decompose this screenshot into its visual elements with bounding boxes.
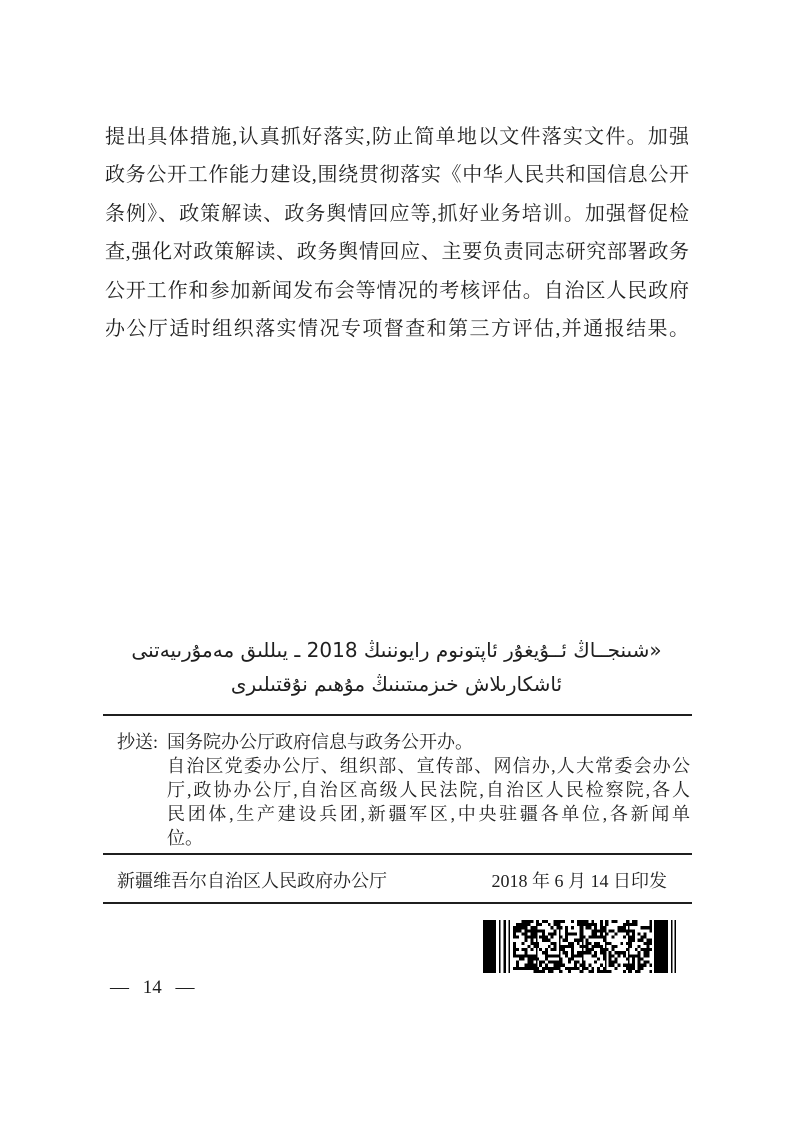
page-number: — 14 — <box>110 977 195 998</box>
body-line: 办公厅适时组织落实情况专项督查和第三方评估,并通报结果。 <box>105 318 689 341</box>
imprint-row <box>117 868 667 894</box>
body-paragraph <box>105 118 689 348</box>
print-date: 2018 年 6 月 14 日印发 <box>491 871 667 891</box>
copy-to-line: 厅,政协办公厅,自治区高级人民法院,自治区人民检察院,各人 <box>167 780 690 800</box>
issuing-office: 新疆维吾尔自治区人民政府办公厅 <box>117 871 387 891</box>
uyghur-document-title <box>60 633 733 701</box>
separator-rule-bottom <box>103 902 692 904</box>
copy-to-line: 国务院办公厅政府信息与政务公开办。 <box>167 732 473 752</box>
body-line: 查,强化对政策解读、政务舆情回应、主要负责同志研究部署政务 <box>105 241 689 264</box>
body-line: 条例》、政策解读、政务舆情回应等,抓好业务培训。加强督促检 <box>105 202 689 225</box>
uyghur-title-line-2: ئاشكارىلاش خىزمىتىنىڭ مۇھىم نۇقتىلىرى <box>230 672 563 696</box>
uyghur-title-line-1: «شىنجــاڭ ئــۇيغۇر ئاپتونوم رايوننىڭ 2018 ـ يىللىق مەمۇرىيەتنى <box>131 638 662 662</box>
separator-rule-top <box>103 714 692 716</box>
pdf417-barcode-image <box>483 920 678 973</box>
body-line: 政务公开工作能力建设,围绕贯彻落实《中华人民共和国信息公开 <box>105 164 689 187</box>
copy-to-line: 民团体,生产建设兵团,新疆军区,中央驻疆各单位,各新闻单 <box>167 804 690 824</box>
copy-to-list <box>167 730 690 850</box>
copy-to-label: 抄送: <box>117 732 159 752</box>
separator-rule-middle <box>103 853 692 855</box>
body-line: 公开工作和参加新闻发布会等情况的考核评估。自治区人民政府 <box>105 279 689 302</box>
copy-to-block <box>117 730 690 850</box>
body-line: 提出具体措施,认真抓好落实,防止简单地以文件落实文件。加强 <box>105 126 689 148</box>
copy-to-line: 自治区党委办公厅、组织部、宣传部、网信办,人大常委会办公 <box>167 756 690 776</box>
copy-to-line: 位。 <box>167 828 203 848</box>
